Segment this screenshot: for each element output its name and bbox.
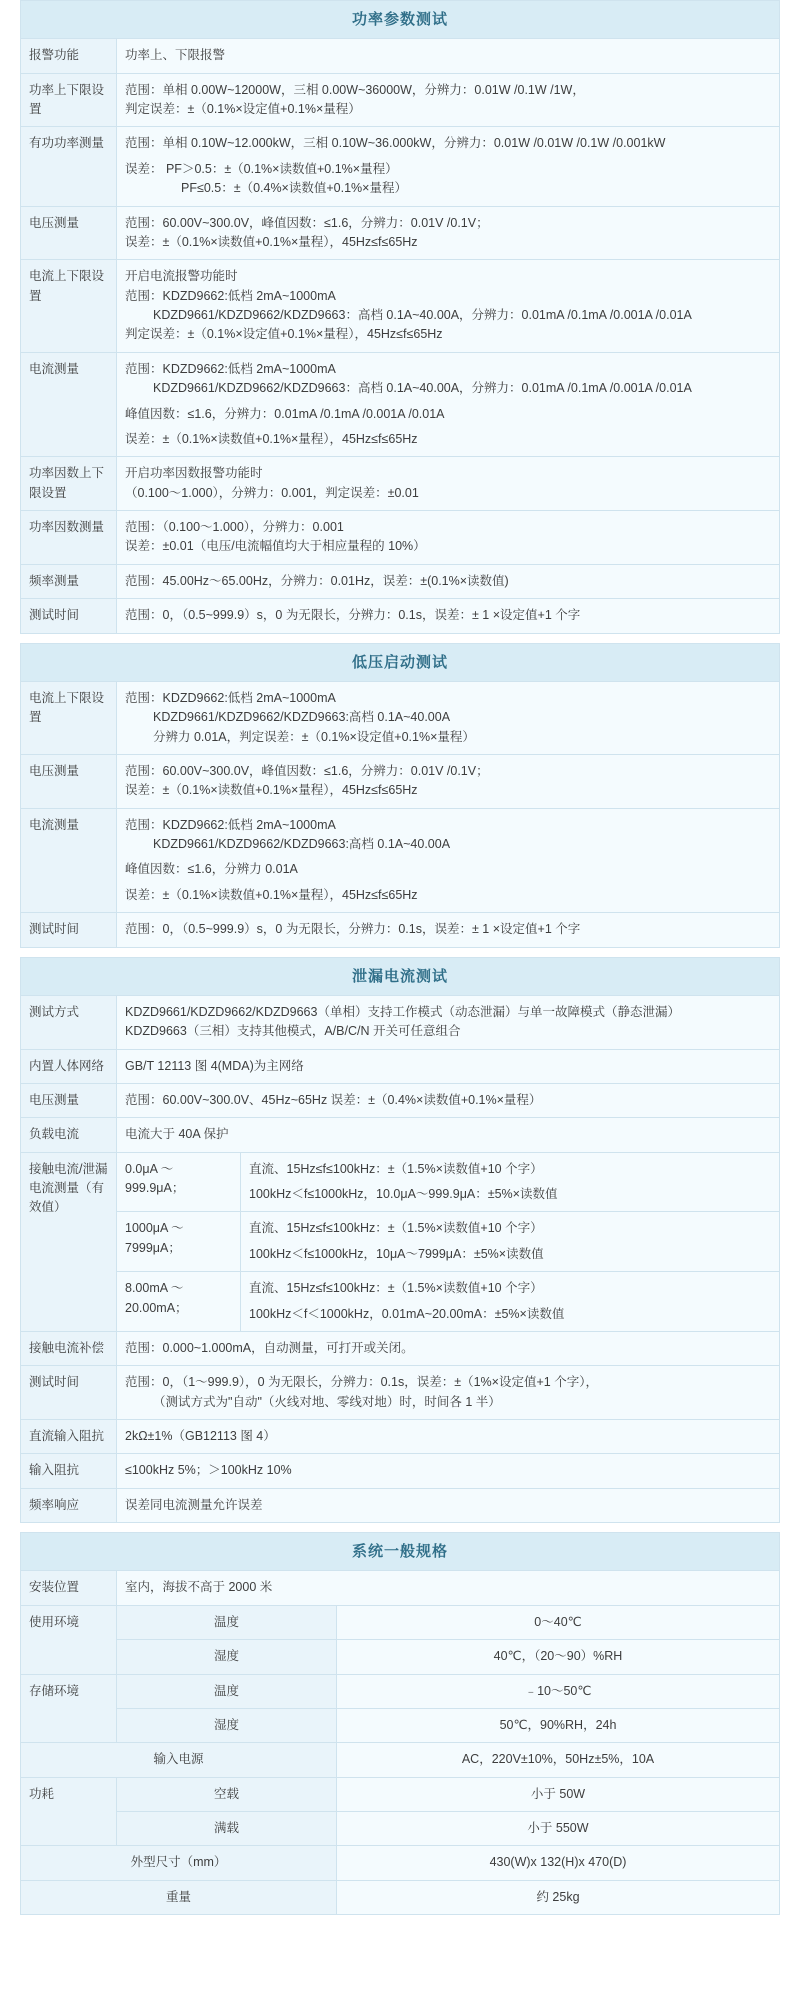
section-lowvoltage-table bbox=[20, 643, 780, 948]
leak-accuracy-line: 100kHz＜f≤1000kHz，10μA～7999μA：±5%×读数值 bbox=[249, 1246, 544, 1261]
row-line: 误差： PF＞0.5：±（0.1%×读数值+0.1%×量程） bbox=[125, 161, 398, 176]
leak-range-line: 8.00mA ～ bbox=[125, 1281, 184, 1296]
row-label: 电压测量 bbox=[21, 206, 117, 260]
row-value bbox=[117, 352, 780, 457]
leak-range-line: 20.00mA； bbox=[125, 1300, 188, 1315]
table-row-leak-measure bbox=[21, 1272, 780, 1332]
leak-accuracy-line: 100kHz＜f＜1000kHz，0.01mA~20.00mA：±5%×读数值 bbox=[249, 1306, 565, 1321]
row-line: 判定误差：±（0.1%×设定值+0.1%×量程），45Hz≤f≤65Hz bbox=[125, 327, 443, 342]
row-value: 约 25kg bbox=[337, 1880, 780, 1914]
row-line: 峰值因数：≤1.6，分辨力：0.01mA /0.1mA /0.001A /0.01A bbox=[125, 406, 445, 421]
row-line: 范围：KDZD9662:低档 2mA~1000mA bbox=[125, 361, 336, 376]
table-row bbox=[21, 1454, 780, 1488]
table-row bbox=[21, 1846, 780, 1880]
leak-range bbox=[117, 1212, 241, 1272]
row-value bbox=[117, 1083, 780, 1117]
row-value bbox=[117, 599, 780, 633]
row-label: 接触电流/泄漏电流测量（有效值） bbox=[21, 1152, 117, 1331]
row-value bbox=[117, 754, 780, 808]
row-label: 外型尺寸（mm） bbox=[21, 1846, 337, 1880]
row-line: 范围：单相 0.00W~12000W，三相 0.00W~36000W，分辨力：0.01W /0.1W /1W， bbox=[125, 82, 585, 97]
table-row bbox=[21, 1420, 780, 1454]
row-label: 功率上下限设置 bbox=[21, 73, 117, 127]
leak-range bbox=[117, 1152, 241, 1212]
row-sublabel: 湿度 bbox=[117, 1640, 337, 1674]
row-line: PF≤0.5：±（0.4%×读数值+0.1%×量程） bbox=[181, 181, 407, 196]
table-row bbox=[21, 1049, 780, 1083]
row-value bbox=[117, 681, 780, 754]
row-label: 电流测量 bbox=[21, 352, 117, 457]
row-line: ≤100kHz 5%；＞100kHz 10% bbox=[125, 1463, 292, 1478]
row-label: 输入阻抗 bbox=[21, 1454, 117, 1488]
table-row bbox=[21, 1743, 780, 1777]
row-line: 2kΩ±1%（GB12113 图 4） bbox=[125, 1429, 276, 1443]
row-label: 电流上下限设置 bbox=[21, 260, 117, 353]
row-line: 误差：±（0.1%×读数值+0.1%×量程），45Hz≤f≤65Hz bbox=[125, 431, 418, 446]
row-line: 范围：KDZD9662:低档 2mA~1000mA bbox=[125, 288, 336, 303]
section-leakage-table bbox=[20, 957, 780, 1524]
row-value bbox=[117, 1049, 780, 1083]
row-line: （测试方式为"自动"（火线对地、零线对地）时，时间各 1 半） bbox=[153, 1394, 501, 1409]
row-line: KDZD9661/KDZD9662/KDZD9663:高档 0.1A~40.00A bbox=[153, 837, 451, 851]
row-label: 功率因数测量 bbox=[21, 511, 117, 565]
row-label: 重量 bbox=[21, 1880, 337, 1914]
table-row bbox=[21, 599, 780, 633]
row-line: 电流大于 40A 保护 bbox=[125, 1127, 229, 1142]
section-title: 低压启动测试 bbox=[21, 643, 780, 681]
row-label: 功耗 bbox=[21, 1777, 117, 1846]
leak-accuracy bbox=[241, 1212, 780, 1272]
row-label: 电流测量 bbox=[21, 808, 117, 913]
row-label: 使用环境 bbox=[21, 1605, 117, 1674]
row-line: 范围：0，（0.5~999.9）s，0 为无限长，分辨力：0.1s，误差：± 1 ×设定值+1 个字 bbox=[125, 922, 581, 937]
row-value: 0～40℃ bbox=[337, 1605, 780, 1639]
row-label: 频率测量 bbox=[21, 564, 117, 598]
row-value bbox=[117, 1366, 780, 1420]
row-value bbox=[117, 1420, 780, 1454]
row-label: 负载电流 bbox=[21, 1118, 117, 1152]
leak-range-line: 0.0μA ～ bbox=[125, 1161, 174, 1176]
table-row bbox=[21, 913, 780, 947]
row-value bbox=[117, 1454, 780, 1488]
row-line: 范围：单相 0.10W~12.000kW，三相 0.10W~36.000kW，分辨力：0.01W /0.01W /0.1W /0.001kW bbox=[125, 136, 666, 151]
section-general-table bbox=[20, 1532, 780, 1915]
row-line: 范围：60.00V~300.0V，峰值因数：≤1.6，分辨力：0.01V /0.1V； bbox=[125, 763, 489, 778]
row-line: 判定误差：±（0.1%×设定值+0.1%×量程） bbox=[125, 102, 361, 116]
table-row bbox=[21, 511, 780, 565]
row-value: 室内，海拔不高于 2000 米 bbox=[117, 1571, 780, 1605]
row-label: 频率响应 bbox=[21, 1488, 117, 1522]
row-sublabel: 温度 bbox=[117, 1674, 337, 1708]
row-line: 峰值因数：≤1.6，分辨力 0.01A bbox=[125, 862, 298, 877]
table-row bbox=[21, 808, 780, 913]
row-value: 50℃，90%RH，24h bbox=[337, 1708, 780, 1742]
row-line: 范围：60.00V~300.0V、45Hz~65Hz 误差：±（0.4%×读数值+0.1%×量程） bbox=[125, 1092, 542, 1107]
row-value: 40℃，（20～90）%RH bbox=[337, 1640, 780, 1674]
row-value bbox=[117, 1488, 780, 1522]
section-header-row bbox=[21, 1, 780, 39]
row-line: 误差：±（0.1%×读数值+0.1%×量程），45Hz≤f≤65Hz bbox=[125, 234, 418, 249]
table-row bbox=[21, 1880, 780, 1914]
leak-accuracy bbox=[241, 1152, 780, 1212]
leak-range-line: 1000μA ～ bbox=[125, 1221, 184, 1236]
row-sublabel: 空载 bbox=[117, 1777, 337, 1811]
row-value bbox=[117, 73, 780, 127]
table-row-leak-measure bbox=[21, 1212, 780, 1272]
row-value bbox=[117, 127, 780, 206]
row-value bbox=[117, 39, 780, 73]
section-power-table bbox=[20, 0, 780, 634]
row-label: 测试时间 bbox=[21, 913, 117, 947]
row-value bbox=[117, 913, 780, 947]
table-row bbox=[21, 1331, 780, 1365]
table-row bbox=[21, 1571, 780, 1605]
row-line: （0.100～1.000），分辨力：0.001，判定误差：±0.01 bbox=[125, 485, 419, 500]
table-row bbox=[21, 1605, 780, 1639]
row-line: 开启电流报警功能时 bbox=[125, 269, 238, 284]
row-label: 输入电源 bbox=[21, 1743, 337, 1777]
row-value bbox=[117, 1331, 780, 1365]
row-line: 误差：±（0.1%×读数值+0.1%×量程），45Hz≤f≤65Hz bbox=[125, 783, 418, 798]
table-row bbox=[21, 1366, 780, 1420]
section-title: 泄漏电流测试 bbox=[21, 957, 780, 995]
section-gap bbox=[0, 948, 800, 957]
row-value bbox=[117, 564, 780, 598]
section-header-row bbox=[21, 957, 780, 995]
row-line: 范围：KDZD9662:低档 2mA~1000mA bbox=[125, 690, 336, 705]
table-row bbox=[21, 260, 780, 353]
row-label: 电流上下限设置 bbox=[21, 681, 117, 754]
section-gap bbox=[0, 1523, 800, 1532]
row-value: 430(W)x 132(H)x 470(D) bbox=[337, 1846, 780, 1880]
row-line: KDZD9661/KDZD9662/KDZD9663:高档 0.1A~40.00A bbox=[153, 710, 451, 725]
row-line: 范围：0，（1～999.9），0 为无限长，分辨力：0.1s，误差：±（1%×设定值+1 个字）， bbox=[125, 1375, 598, 1390]
row-sublabel: 湿度 bbox=[117, 1708, 337, 1742]
row-value: 小于 550W bbox=[337, 1812, 780, 1846]
row-line: 范围：0，（0.5~999.9）s，0 为无限长，分辨力：0.1s，误差：± 1 ×设定值+1 个字 bbox=[125, 608, 581, 623]
section-header-row bbox=[21, 1533, 780, 1571]
row-value: ﹣10～50℃ bbox=[337, 1674, 780, 1708]
table-row bbox=[21, 1083, 780, 1117]
table-row bbox=[21, 457, 780, 511]
row-value: 小于 50W bbox=[337, 1777, 780, 1811]
row-line: KDZD9661/KDZD9662/KDZD9663（单相）支持工作模式（动态泄漏）与单一故障模式（静态泄漏） bbox=[125, 1004, 680, 1019]
table-row bbox=[21, 352, 780, 457]
table-row-leak-measure bbox=[21, 1152, 780, 1212]
row-sublabel: 满载 bbox=[117, 1812, 337, 1846]
row-label: 测试时间 bbox=[21, 1366, 117, 1420]
row-value bbox=[117, 260, 780, 353]
row-label: 接触电流补偿 bbox=[21, 1331, 117, 1365]
row-line: 范围：（0.100～1.000），分辨力：0.001 bbox=[125, 520, 344, 534]
row-line: KDZD9661/KDZD9662/KDZD9663：高档 0.1A~40.00A，分辨力：0.01mA /0.1mA /0.001A /0.01A bbox=[153, 381, 692, 396]
row-line: 范围：0.000~1.000mA，自动测量，可打开或关闭。 bbox=[125, 1340, 414, 1355]
table-row bbox=[21, 995, 780, 1049]
row-label: 存储环境 bbox=[21, 1674, 117, 1743]
row-line: 开启功率因数报警功能时 bbox=[125, 466, 263, 481]
row-line: 范围：KDZD9662:低档 2mA~1000mA bbox=[125, 817, 336, 832]
table-row bbox=[21, 754, 780, 808]
row-label: 有功功率测量 bbox=[21, 127, 117, 206]
row-value bbox=[117, 511, 780, 565]
row-line: 范围：60.00V~300.0V，峰值因数：≤1.6，分辨力：0.01V /0.1V； bbox=[125, 215, 489, 230]
row-value bbox=[117, 808, 780, 913]
row-line: 分辨力 0.01A，判定误差：±（0.1%×设定值+0.1%×量程） bbox=[153, 729, 475, 744]
row-line: 范围：45.00Hz～65.00Hz，分辨力：0.01Hz，误差：±(0.1%×读数值) bbox=[125, 573, 509, 588]
table-row bbox=[21, 1812, 780, 1846]
table-row bbox=[21, 1777, 780, 1811]
row-value bbox=[117, 206, 780, 260]
leak-range-line: 999.9μA； bbox=[125, 1181, 185, 1195]
row-label: 内置人体网络 bbox=[21, 1049, 117, 1083]
table-row bbox=[21, 1674, 780, 1708]
row-value bbox=[117, 1118, 780, 1152]
row-line: 误差同电流测量允许误差 bbox=[125, 1497, 263, 1512]
leak-accuracy-line: 直流、15Hz≤f≤100kHz：±（1.5%×读数值+10 个字） bbox=[249, 1281, 543, 1296]
row-value: AC，220V±10%，50Hz±5%，10A bbox=[337, 1743, 780, 1777]
leak-accuracy bbox=[241, 1272, 780, 1332]
row-line: 功率上、下限报警 bbox=[125, 48, 226, 63]
table-row bbox=[21, 1640, 780, 1674]
table-row bbox=[21, 1488, 780, 1522]
leak-accuracy-line: 直流、15Hz≤f≤100kHz：±（1.5%×读数值+10 个字） bbox=[249, 1161, 543, 1176]
row-line: KDZD9663（三相）支持其他模式，A/B/C/N 开关可任意组合 bbox=[125, 1024, 461, 1039]
table-row bbox=[21, 564, 780, 598]
row-label: 测试时间 bbox=[21, 599, 117, 633]
table-row bbox=[21, 206, 780, 260]
row-label: 功率因数上下限设置 bbox=[21, 457, 117, 511]
table-row bbox=[21, 681, 780, 754]
row-label: 电压测量 bbox=[21, 1083, 117, 1117]
row-line: GB/T 12113 图 4(MDA)为主网络 bbox=[125, 1058, 304, 1073]
leak-accuracy-line: 直流、15Hz≤f≤100kHz：±（1.5%×读数值+10 个字） bbox=[249, 1221, 543, 1236]
row-label: 电压测量 bbox=[21, 754, 117, 808]
row-value bbox=[117, 457, 780, 511]
row-label: 测试方式 bbox=[21, 995, 117, 1049]
section-title: 系统一般规格 bbox=[21, 1533, 780, 1571]
section-header-row bbox=[21, 643, 780, 681]
leak-accuracy-line: 100kHz＜f≤1000kHz，10.0μA～999.9μA：±5%×读数值 bbox=[249, 1187, 558, 1201]
table-row bbox=[21, 73, 780, 127]
table-row bbox=[21, 1708, 780, 1742]
row-label: 安装位置 bbox=[21, 1571, 117, 1605]
row-label: 直流输入阻抗 bbox=[21, 1420, 117, 1454]
section-gap bbox=[0, 634, 800, 643]
table-row bbox=[21, 127, 780, 206]
row-line: 误差：±（0.1%×读数值+0.1%×量程），45Hz≤f≤65Hz bbox=[125, 887, 418, 902]
row-line: KDZD9661/KDZD9662/KDZD9663：高档 0.1A~40.00A，分辨力：0.01mA /0.1mA /0.001A /0.01A bbox=[153, 308, 692, 322]
row-line: 误差：±0.01（电压/电流幅值均大于相应量程的 10%） bbox=[125, 539, 426, 554]
table-row bbox=[21, 39, 780, 73]
row-label: 报警功能 bbox=[21, 39, 117, 73]
section-title: 功率参数测试 bbox=[21, 1, 780, 39]
row-value bbox=[117, 995, 780, 1049]
table-row bbox=[21, 1118, 780, 1152]
leak-range bbox=[117, 1272, 241, 1332]
row-sublabel: 温度 bbox=[117, 1605, 337, 1639]
leak-range-line: 7999μA； bbox=[125, 1240, 181, 1255]
